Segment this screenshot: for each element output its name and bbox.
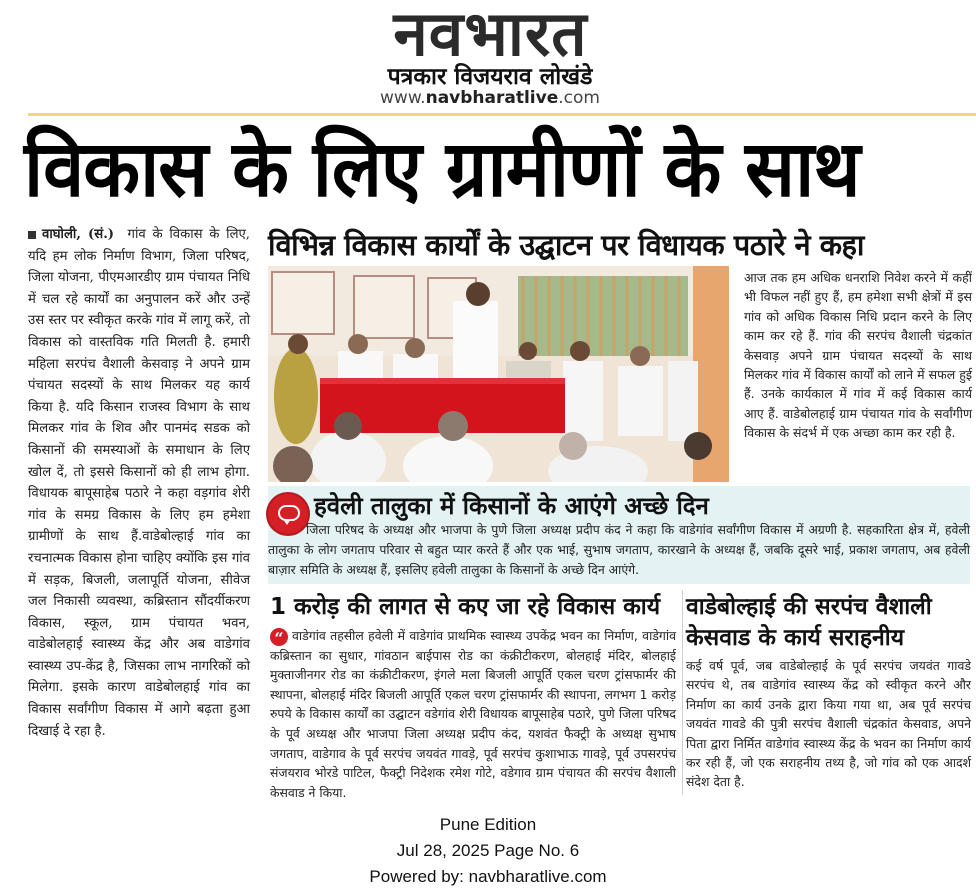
story1-subhead: विभिन्न विकास कार्यों के उद्घाटन पर विधायक पठारे ने कहा bbox=[268, 228, 864, 262]
left-column-article bbox=[28, 224, 250, 742]
story2-subhead: 1 करोड़ की लागत से कए जा रहे विकास कार्य bbox=[270, 594, 661, 620]
story3-subhead: वाडेबोल्हाई की सरपंच वैशाली केसवाड के कार्य सराहनीय bbox=[686, 594, 932, 651]
column-divider bbox=[682, 590, 683, 795]
page-footer bbox=[300, 812, 676, 890]
url-brand: navbharatlive bbox=[425, 88, 559, 108]
story2-text: वाडेगांव तहसील हवेली में वाडेगांव प्राथमिक स्वास्थ्य उपकेंद्र भवन का निर्माण, वाडेगांव कब्रिस्तान का सुधार, गांवठान बाईपास रोड का कंक्रीटीकरण, बोलहाई मंदिर, बोलहाई मुक्ताजीनगर रोड का कंक्रीटीकरण, इंगले मला बिजली आपूर्ति एकल चरण ट्रांसफार्मर की स्थापना, बोलहाई मंदिर बिजली आपूर्ति एकल चरण ट्रांसफार्मर की स्थापना, लगभग 1 करोड़ रुपये के विकास कार्यों का उद्घाटन वडेगांव शेरी विधायक बापूसाहेब पठारे, पुणे जिला परिषद के पूर्व अध्यक्ष और भाजपा जिला अध्यक्ष प्रदीप कंद, यशवंत फैक्ट्री के अध्यक्ष सुभाष जगताप, वाडेगाव के पूर्व सरपंच जयवंत गावड़े, पूर्व सरपंच कुशाभाऊ गावड़े, पूर्व उपसरपंच संजयराव भोरडे पाटिल, फैक्ट्री निदेशक रमेश गोटे, वडेगाव ग्राम पंचायत की सरपंच वैशाली केसवाड ने किया. bbox=[270, 628, 676, 800]
url-suffix: .com bbox=[558, 88, 600, 108]
square-bullet-icon bbox=[28, 231, 36, 239]
masthead-divider bbox=[28, 113, 976, 116]
highlight-box-title: हवेली तालुका में किसानों के आएंगे अच्छे दिन bbox=[314, 492, 709, 520]
quote-icon: “ bbox=[270, 628, 288, 646]
highlight-box bbox=[268, 486, 970, 584]
masthead-logo: नवभारत bbox=[393, 0, 588, 70]
reporter-name: पत्रकार विजयराव लोखंडे bbox=[387, 64, 593, 90]
event-photo-illustration bbox=[268, 266, 729, 482]
dateline: वाघोली, (सं.) bbox=[42, 227, 115, 242]
event-photo bbox=[268, 266, 729, 482]
main-headline: विकास के लिए ग्रामीणों के साथ bbox=[24, 123, 860, 215]
highlight-box-text: जिला परिषद के अध्यक्ष और भाजपा के पुणे जिला अध्यक्ष प्रदीप कंद ने कहा कि वाडेगांव सर्वांगीण विकास में अग्रणी है. सहकारिता क्षेत्र में, हवेली तालुका के लोग जगताप परिवार से बहुत प्यार करते हैं और एक भाई, सुभाष जगताप, कारखाने के अध्यक्ष हैं, जबकि दूसरे भाई, प्रकाश जगताप, अब हवेली बाज़ार समिति के अध्यक्ष हैं, इसलिए हवेली तालुका के किसानों के अच्छे दिन आएंगे. bbox=[268, 522, 970, 577]
story2-body bbox=[270, 626, 676, 802]
masthead bbox=[340, 2, 640, 110]
url-prefix: www. bbox=[380, 88, 426, 108]
story3-text: कई वर्ष पूर्व, जब वाडेबोल्हाई के पूर्व सरपंच जयवंत गावडे सरपंच थे, तब वाडेगांव स्वास्थ्य केंद्र को स्वीकृत करने और निर्माण का कार्य उनके द्वारा किया गया था, अब पूर्व सरपंच जयवंत गावडे की पुत्री सरपंच वैशाली चंद्रकांत केसवाड, अपने पिता द्वारा निर्मित वाडेगांव स्वास्थ्य केंद्र के भवन का निर्माण कार्य कर रही हैं, जो एक सराहनीय तथ्य है, जो गांव को एक आदर्श संदेश देता है. bbox=[686, 658, 971, 790]
edition-label: Pune Edition bbox=[439, 815, 537, 834]
left-column-text: गांव के विकास के लिए, यदि हम लोक निर्माण विभाग, जिला परिषद, जिला योजना, पीएमआरडीए ग्राम पंचायत निधि में चल रहे कार्यों का अनुपालन करें और उन्हें उस स्तर पर स्वीकृत करके गांव में लागू करें, तो विकास को वास्तविक गति मिलती है. हमारी महिला सरपंच वैशाली केसवाड़ ने अपने ग्राम पंचायत सदस्यों के साथ मिलकर यह कार्य किया है. यदि किसान राजस्व विभाग के साथ मिलकर गांव के शिव और पानमंद सडक को किसानों की समस्याओं के समाधान के लिए खोल दें, तो इससे किसानों को ही लाभ होगा. विधायक बापूसाहेब पठारे ने कहा वड़गांव शेरी गांव के समग्र विकास के लिए हम हमेशा ग्रामीणों के साथ हैं.वाडेबोल्हाई गांव का रचनात्मक विकास होना चाहिए क्योंकि इस गांव में सड़क, बिजली, जलापूर्ति योजना, सीवेज जल निकासी व्यवस्था, कब्रिस्तान सौंदर्यीकरण विकास, स्कूल, ग्राम पंचायत भवन, वाडेबोलहाई स्वास्थ्य केंद्र और अब वाडेगांव स्वास्थ्य उप-केंद्र है, जिसका लाभ नागरिकों को मिलेगा. इसके कारण वाडेबोलहाई गांव का विकास सर्वांगीण विकास में आगे बढ़ता हुआ दिखाई दे रहा है. bbox=[28, 227, 251, 739]
masthead-url bbox=[340, 88, 640, 108]
powered-by-label: Powered by: navbharatlive.com bbox=[369, 867, 607, 886]
date-page-label: Jul 28, 2025 Page No. 6 bbox=[396, 841, 580, 860]
story1-text: आज तक हम अधिक धनराशि निवेश करने में कहीं भी विफल नहीं हुए हैं, हम हमेशा सभी क्षेत्रों में इस गांव को अधिक विकास निधि प्रदान करने के लिए काम कर रहे हैं. गांव की सरपंच वैशाली चंद्रकांत केसवाड़ अपने ग्राम पंचायत सदस्यों के साथ मिलकर गांव में विकास कार्यों को लाने में सफल हुई हैं. उनके कार्यकाल में गांव में कई विकास कार्य आए हैं. वाडेबोलहाई ग्राम पंचायत गांव के सर्वांगीण विकास के संदर्भ में एक अच्छा काम कर रही है. bbox=[744, 270, 972, 441]
